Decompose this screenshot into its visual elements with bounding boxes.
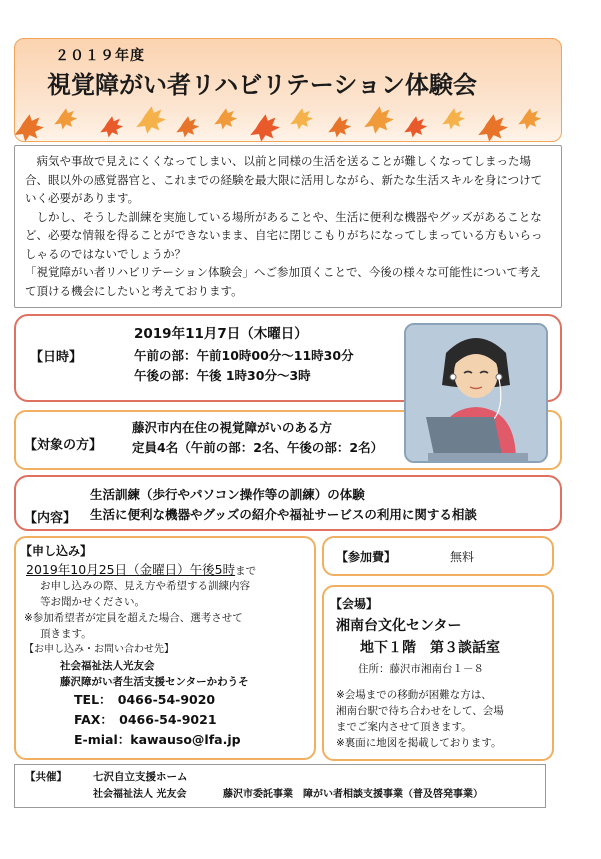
venue-label: 【会場】 (330, 597, 379, 611)
venue-note-3: までご案内させて頂きます。 (336, 721, 472, 733)
maple-leaf-icon (136, 106, 166, 134)
apply-note-2: 等お聞かせください。 (40, 596, 145, 608)
contact-fax: FAX： 0466-54-9021 (74, 712, 217, 727)
apply-label: 【申し込み】 (20, 544, 93, 558)
year-label: ２０１９年度 (55, 48, 145, 64)
venue-section (322, 585, 554, 761)
person-laptop-icon (406, 325, 546, 461)
apply-note-1: お申し込みの際、見え方や希望する訓練内容 (40, 580, 250, 592)
venue-name: 湘南台文化センター (336, 618, 462, 634)
autumn-leaves-decoration (15, 105, 562, 141)
target-capacity: 定員4名（午前の部：2名、午後の部：2名） (132, 440, 384, 455)
maple-leaf-icon (364, 106, 394, 134)
contact-tel: TEL： 0466-54-9020 (74, 692, 216, 707)
venue-address: 住所：藤沢市湘南台１－８ (358, 663, 484, 675)
cohost-label: 【共催】 (25, 771, 67, 783)
venue-note-4: ※裏面に地図を掲載しております。 (336, 737, 502, 749)
intro-paragraph-1: 病気や事故で見えにくくなってしまい、以前と同様の生活を送ることが難しくなってしまった場合、眼以外の感覚器官と、これまでの経験を最大限に活用しながら、新たな生活スキルを身につけていく必要があります。 (25, 154, 543, 205)
fee-label: 【参加費】 (336, 550, 397, 564)
morning-session: 午前の部：午前10時00分～11時30分 (134, 348, 354, 363)
contact-org-1: 社会福祉法人光友会 (60, 660, 155, 672)
header-banner (14, 38, 562, 142)
apply-deadline-suffix: まで (235, 565, 257, 577)
laptop-user-illustration (404, 323, 548, 463)
intro-text (14, 145, 562, 308)
cohost-project: 藤沢市委託事業 障がい者相談支援事業（普及啓発事業） (223, 789, 483, 800)
maple-leaf-icon (518, 108, 541, 129)
event-date: 2019年11月7日（木曜日） (134, 326, 308, 342)
target-label: 【対象の方】 (24, 438, 103, 453)
maple-leaf-icon (214, 108, 237, 129)
maple-leaf-icon (176, 116, 199, 137)
cohost-section (14, 764, 546, 808)
apply-note-3: ※参加希望者が定員を超えた場合、選考させて (24, 612, 243, 624)
maple-leaf-icon (100, 116, 123, 137)
venue-note-2: 湘南台駅で待ち合わせをして、会場 (336, 705, 504, 717)
cohost-org-1: 七沢自立支援ホーム (93, 771, 188, 783)
cohost-org-2: 社会福祉法人 光友会 (93, 789, 187, 800)
intro-paragraph-2: しかし、そうした訓練を実施している場所があることや、生活に便利な機器やグッズがあることなど、必要な情報を得ることができないまま、自宅に閉じこもりがちになってしまっている方もいらっしゃるのではないでしょうか？ (25, 209, 543, 261)
content-line-2: 生活に便利な機器やグッズの紹介や福祉サービスの利用に関する相談 (90, 507, 477, 522)
apply-note-4: 頂きます。 (40, 628, 92, 640)
intro-paragraph-3: 「視覚障がい者リハビリテーション体験会」へご参加頂くことで、今後の様々な可能性について考えて頂ける機会にしたいと考えております。 (25, 265, 541, 298)
venue-note-1: ※会場までの移動が困難な方は、 (336, 689, 492, 701)
maple-leaf-icon (478, 114, 508, 141)
contact-org-2: 藤沢障がい者生活支援センターかわうそ (60, 676, 249, 688)
fee-value: 無料 (450, 550, 475, 564)
maple-leaf-icon (250, 114, 280, 141)
maple-leaf-icon (404, 116, 427, 137)
contact-label: 【お申し込み・お問い合わせ先】 (24, 644, 174, 655)
apply-deadline-line (26, 560, 256, 578)
content-label: 【内容】 (24, 511, 77, 526)
maple-leaf-icon (54, 108, 77, 129)
maple-leaf-icon (442, 108, 465, 129)
maple-leaf-icon (15, 114, 44, 141)
apply-deadline: 2019年10月25日（金曜日）午後5時 (26, 562, 236, 577)
venue-room: 地下１階 第３談話室 (360, 640, 500, 656)
page-title: 視覚障がい者リハビリテーション体験会 (47, 71, 477, 99)
maple-leaf-icon (328, 116, 351, 137)
maple-leaf-icon (290, 108, 313, 129)
content-section (14, 475, 562, 531)
fee-section (322, 536, 554, 576)
content-line-1: 生活訓練（歩行やパソコン操作等の訓練）の体験 (90, 487, 365, 502)
contact-email: E-mial：kawauso@lfa.jp (74, 732, 241, 747)
apply-section (14, 536, 316, 760)
target-who: 藤沢市内在住の視覚障がいのある方 (132, 420, 333, 435)
date-label: 【日時】 (30, 350, 83, 365)
afternoon-session: 午後の部：午後 1時30分～3時 (134, 368, 311, 383)
